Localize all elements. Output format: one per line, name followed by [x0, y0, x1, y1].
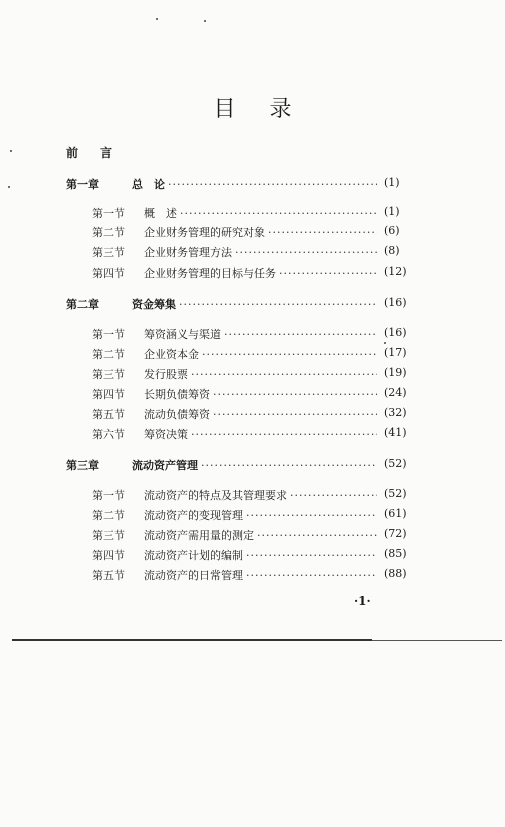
chapter-number: 第二章 — [66, 298, 99, 311]
section-page: (32) — [384, 406, 407, 419]
section-number: 第五节 — [92, 569, 125, 582]
section-page: (88) — [384, 567, 407, 580]
section-entry — [92, 366, 380, 382]
section-page: (1) — [384, 205, 400, 218]
section-entry — [92, 346, 380, 362]
section-page: (41) — [384, 426, 407, 439]
section-entry — [92, 265, 380, 281]
chapter-page: (1) — [384, 176, 400, 189]
chapter-title: 流动资产管理 — [132, 459, 198, 472]
section-title: 筹资涵义与渠道 — [144, 328, 221, 341]
section-entry — [92, 386, 380, 402]
section-entry — [92, 567, 380, 583]
section-page: (24) — [384, 386, 407, 399]
scan-speck — [384, 342, 386, 344]
section-title: 企业财务管理的研究对象 — [144, 226, 265, 239]
section-number: 第一节 — [92, 207, 125, 220]
section-page: (52) — [384, 487, 407, 500]
chapter-number: 第一章 — [66, 178, 99, 191]
leader-dots — [246, 549, 377, 562]
section-number: 第二节 — [92, 509, 125, 522]
scan-speck — [204, 20, 206, 22]
section-page: (16) — [384, 326, 407, 339]
section-title: 发行股票 — [144, 368, 188, 381]
section-title: 流动资产计划的编制 — [144, 549, 243, 562]
section-number: 第三节 — [92, 368, 125, 381]
section-title: 筹资决策 — [144, 428, 188, 441]
leader-dots — [201, 459, 377, 472]
section-page: (17) — [384, 346, 407, 359]
chapter-entry — [66, 296, 380, 312]
leader-dots — [246, 569, 377, 582]
section-number: 第六节 — [92, 428, 125, 441]
leader-dots — [246, 509, 377, 522]
section-entry — [92, 326, 380, 342]
leader-dots — [179, 298, 377, 311]
section-number: 第三节 — [92, 246, 125, 259]
section-page: (61) — [384, 507, 407, 520]
leader-dots — [290, 489, 377, 502]
page-number: ·1· — [354, 594, 371, 608]
section-entry — [92, 527, 380, 543]
leader-dots — [213, 408, 377, 421]
section-title: 企业财务管理的目标与任务 — [144, 267, 276, 280]
chapter-page: (16) — [384, 296, 407, 309]
section-number: 第一节 — [92, 328, 125, 341]
section-entry — [92, 426, 380, 442]
leader-dots — [257, 529, 377, 542]
section-title: 流动资产需用量的测定 — [144, 529, 254, 542]
section-title: 流动资产的日常管理 — [144, 569, 243, 582]
leader-dots — [202, 348, 377, 361]
leader-dots — [224, 328, 377, 341]
leader-dots — [213, 388, 377, 401]
leader-dots — [191, 428, 377, 441]
chapter-title: 资金筹集 — [132, 298, 176, 311]
section-page: (8) — [384, 244, 400, 257]
section-page: (6) — [384, 224, 400, 237]
section-page: (12) — [384, 265, 407, 278]
section-number: 第四节 — [92, 388, 125, 401]
section-number: 第四节 — [92, 549, 125, 562]
section-entry — [92, 507, 380, 523]
section-number: 第五节 — [92, 408, 125, 421]
section-title: 流动资产的特点及其管理要求 — [144, 489, 287, 502]
section-number: 第四节 — [92, 267, 125, 280]
chapter-number: 第三章 — [66, 459, 99, 472]
scan-speck — [10, 150, 12, 152]
leader-dots — [279, 267, 377, 280]
section-number: 第三节 — [92, 529, 125, 542]
section-title: 流动负债筹资 — [144, 408, 210, 421]
section-page: (85) — [384, 547, 407, 560]
page-bottom-rule-thin — [372, 640, 502, 641]
page-bottom-rule — [12, 639, 372, 641]
section-entry — [92, 547, 380, 563]
chapter-entry — [66, 176, 380, 192]
chapter-entry — [66, 457, 380, 473]
preface-entry: 前言 — [66, 146, 135, 160]
section-title: 概 述 — [144, 207, 177, 220]
section-title: 流动资产的变现管理 — [144, 509, 243, 522]
section-title: 企业财务管理方法 — [144, 246, 232, 259]
section-number: 第一节 — [92, 489, 125, 502]
section-title: 长期负债筹资 — [144, 388, 210, 401]
leader-dots — [235, 246, 377, 259]
section-entry — [92, 487, 380, 503]
section-title: 企业资本金 — [144, 348, 199, 361]
leader-dots — [268, 226, 377, 239]
section-page: (19) — [384, 366, 407, 379]
scan-speck — [156, 18, 158, 20]
section-number: 第二节 — [92, 348, 125, 361]
section-page: (72) — [384, 527, 407, 540]
section-entry — [92, 205, 380, 221]
leader-dots — [191, 368, 377, 381]
section-entry — [92, 244, 380, 260]
section-entry — [92, 406, 380, 422]
page-title: 目录 — [213, 97, 326, 122]
section-number: 第二节 — [92, 226, 125, 239]
leader-dots — [168, 178, 377, 191]
chapter-title: 总 论 — [132, 178, 165, 191]
chapter-page: (52) — [384, 457, 407, 470]
leader-dots — [180, 207, 377, 220]
scan-speck — [8, 186, 10, 188]
section-entry — [92, 224, 380, 240]
